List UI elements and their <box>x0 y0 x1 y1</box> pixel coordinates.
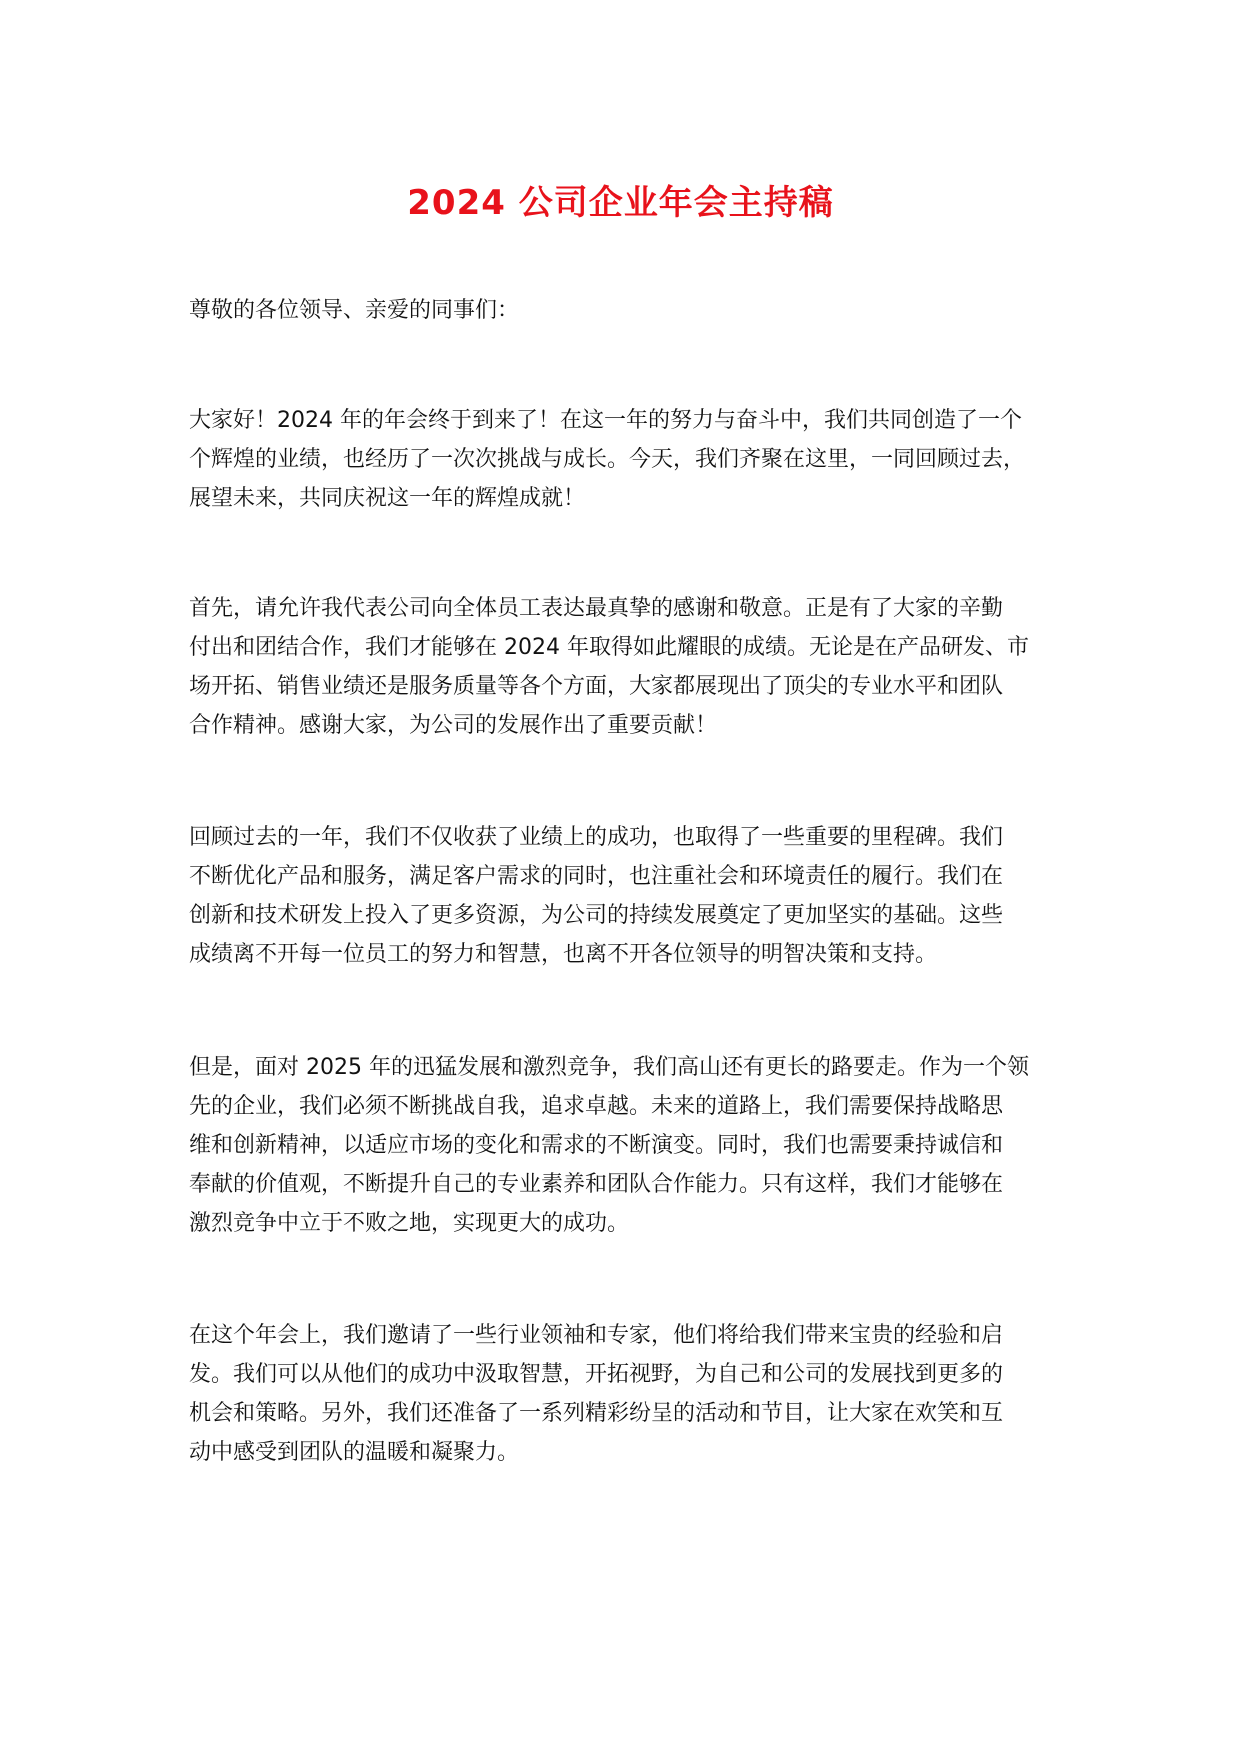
paragraph-line: 动中感受到团队的温暖和凝聚力。 <box>189 1440 520 1465</box>
paragraph-line: 不断优化产品和服务，满足客户需求的同时，也注重社会和环境责任的履行。我们在 <box>189 864 1004 889</box>
paragraph-line: 奉献的价值观，不断提升自己的专业素养和团队合作能力。只有这样，我们才能够在 <box>189 1172 1004 1197</box>
paragraph-2 <box>189 589 1085 745</box>
paragraph-line: 付出和团结合作，我们才能够在 2024 年取得如此耀眼的成绩。无论是在产品研发、市 <box>189 635 1029 660</box>
paragraph-line: 维和创新精神，以适应市场的变化和需求的不断演变。同时，我们也需要秉持诚信和 <box>189 1133 1004 1158</box>
paragraph-line: 个辉煌的业绩，也经历了一次次挑战与成长。今天，我们齐聚在这里，一同回顾过去， <box>189 447 1026 472</box>
paragraph-5 <box>189 1316 1085 1472</box>
salutation: 尊敬的各位领导、亲爱的同事们： <box>189 298 520 323</box>
document-title: 2024 公司企业年会主持稿 <box>407 183 834 223</box>
paragraph-line: 但是，面对 2025 年的迅猛发展和激烈竞争，我们高山还有更长的路要走。作为一个领 <box>189 1055 1029 1080</box>
paragraph-line: 回顾过去的一年，我们不仅收获了业绩上的成功，也取得了一些重要的里程碑。我们 <box>189 825 1004 850</box>
paragraph-line: 场开拓、销售业绩还是服务质量等各个方面，大家都展现出了顶尖的专业水平和团队 <box>189 674 1004 699</box>
paragraph-line: 展望未来，共同庆祝这一年的辉煌成就！ <box>189 486 586 511</box>
paragraph-line: 成绩离不开每一位员工的努力和智慧，也离不开各位领导的明智决策和支持。 <box>189 942 938 967</box>
paragraph-line: 先的企业，我们必须不断挑战自我，追求卓越。未来的道路上，我们需要保持战略思 <box>189 1094 1004 1119</box>
paragraph-line: 大家好！2024 年的年会终于到来了！在这一年的努力与奋斗中，我们共同创造了一个 <box>189 408 1022 433</box>
paragraph-line: 在这个年会上，我们邀请了一些行业领袖和专家，他们将给我们带来宝贵的经验和启 <box>189 1323 1004 1348</box>
paragraph-4 <box>189 1048 1085 1243</box>
paragraph-1 <box>189 401 1085 518</box>
paragraph-line: 机会和策略。另外，我们还准备了一系列精彩纷呈的活动和节目，让大家在欢笑和互 <box>189 1401 1004 1426</box>
paragraph-3 <box>189 818 1085 974</box>
paragraph-line: 合作精神。感谢大家，为公司的发展作出了重要贡献！ <box>189 713 718 738</box>
paragraph-line: 发。我们可以从他们的成功中汲取智慧，开拓视野，为自己和公司的发展找到更多的 <box>189 1362 1004 1387</box>
paragraph-line: 激烈竞争中立于不败之地，实现更大的成功。 <box>189 1211 630 1236</box>
paragraph-line: 创新和技术研发上投入了更多资源，为公司的持续发展奠定了更加坚实的基础。这些 <box>189 903 1004 928</box>
paragraph-line: 首先，请允许我代表公司向全体员工表达最真挚的感谢和敬意。正是有了大家的辛勤 <box>189 596 1004 621</box>
